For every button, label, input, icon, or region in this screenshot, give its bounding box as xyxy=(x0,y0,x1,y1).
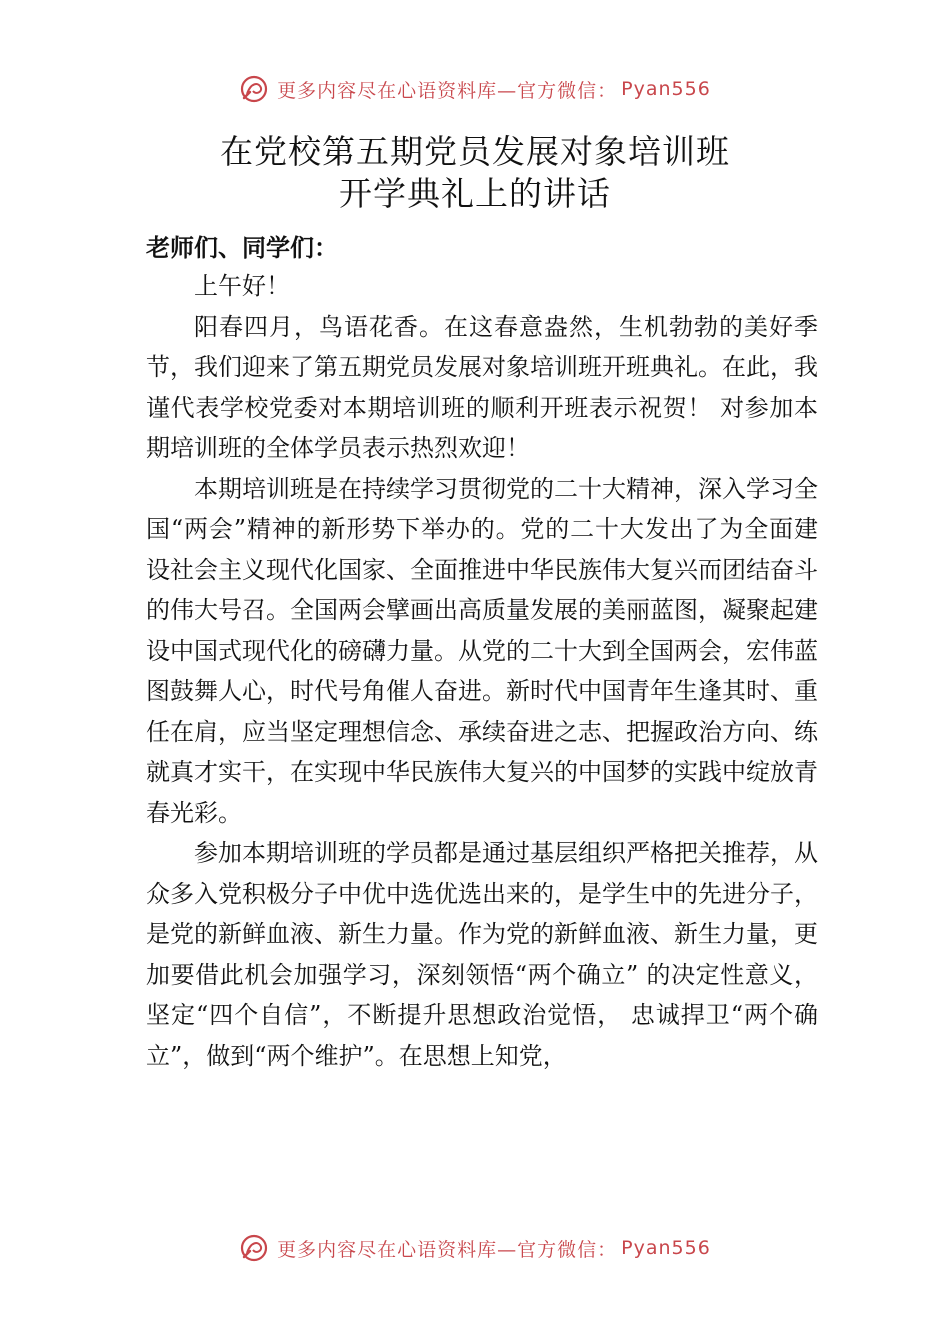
document-title-line-1: 在党校第五期党员发展对象培训班 xyxy=(220,132,730,171)
circle-spiral-logo-icon xyxy=(239,1233,269,1263)
watermark-wechat-id: Pyan556 xyxy=(621,1237,711,1259)
watermark-header xyxy=(0,74,950,104)
paragraph-welcome: 阳春四月，鸟语花香。在这春意盎然，生机勃勃的美好季节，我们迎来了第五期党员发展对象培训班开班典礼。在此，我谨代表学校党委对本期培训班的顺利开班表示祝贺！ 对参加本期培训班的全体学员表示热烈欢迎！ xyxy=(146,312,818,462)
salutation: 老师们、同学们： xyxy=(146,234,338,262)
speech-body xyxy=(146,266,818,1076)
circle-spiral-logo-icon xyxy=(239,74,269,104)
watermark-wechat-id: Pyan556 xyxy=(621,78,711,100)
paragraph-background: 本期培训班是在持续学习贯彻党的二十大精神，深入学习全国“两会”精神的新形势下举办的。党的二十大发出了为全面建设社会主义现代化国家、全面推进中华民族伟大复兴而团结奋斗的伟大号召。全国两会擘画出高质量发展的美丽蓝图，凝聚起建设中国式现代化的磅礴力量。从党的二十大到全国两会，宏伟蓝图鼓舞人心，时代号角催人奋进。新时代中国青年生逢其时、重任在肩，应当坚定理想信念、承续奋进之志、把握政治方向、练就真才实干，在实现中华民族伟大复兴的中国梦的实践中绽放青春光彩。 xyxy=(146,474,818,827)
watermark-text: 更多内容尽在心语资料库—官方微信： xyxy=(277,79,618,102)
document-title-line-2: 开学典礼上的讲话 xyxy=(339,174,611,213)
watermark-text: 更多内容尽在心语资料库—官方微信： xyxy=(277,1238,618,1261)
paragraph-trainees: 参加本期培训班的学员都是通过基层组织严格把关推荐，从众多入党积极分子中优中选优选出来的，是学生中的先进分子，是党的新鲜血液、新生力量。作为党的新鲜血液、新生力量，更加要借此机会加强学习，深刻领悟“两个确立” 的决定性意义，坚定“四个自信”，不断提升思想政治觉悟， 忠诚捍卫“两个确立”，做到“两个维护”。在思想上知党， xyxy=(146,839,818,1070)
paragraph-greeting: 上午好！ xyxy=(194,272,290,300)
watermark-footer xyxy=(0,1233,950,1263)
